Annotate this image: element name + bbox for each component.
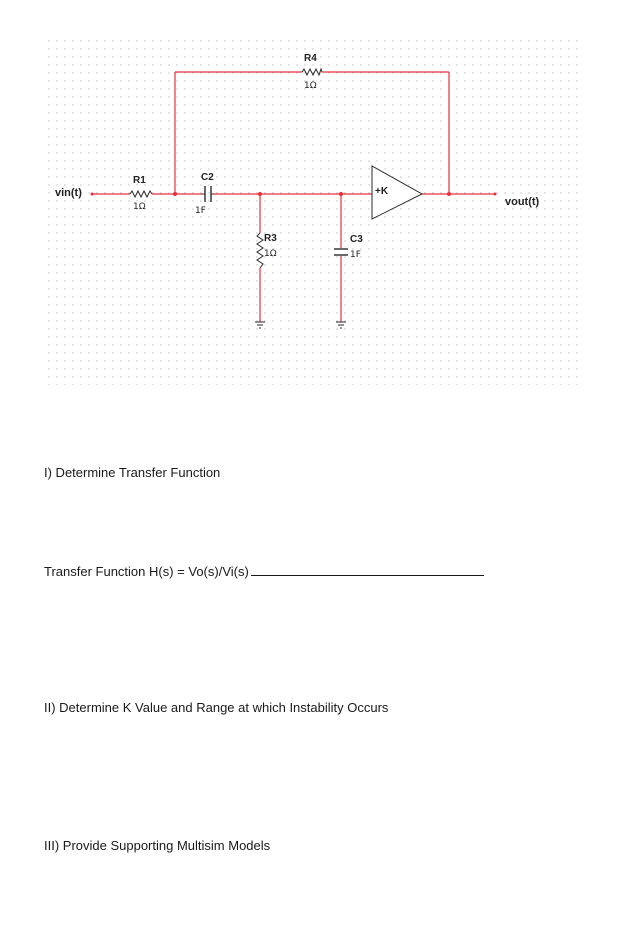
output-label: vout(t) [505,196,540,208]
question-4: III) Provide Supporting Multisim Models [44,838,271,853]
circuit-schematic [0,0,629,400]
question-2: Transfer Function H(s) = Vo(s)/Vi(s) [44,564,249,579]
c3-name: C3 [350,234,363,245]
c2-name: C2 [201,172,214,183]
r3-name: R3 [264,233,277,244]
r1-value: 1Ω [133,202,146,212]
r3-value: 1Ω [264,249,277,259]
question-3: II) Determine K Value and Range at which Instability Occurs [44,700,389,715]
input-label: vin(t) [55,187,82,199]
c3-value: 1F [350,250,361,260]
r1-name: R1 [133,175,146,186]
question-1: I) Determine Transfer Function [44,465,221,480]
r4-name: R4 [304,53,317,64]
amp-label: +K [375,186,389,197]
question-2-line [44,564,484,579]
r4-value: 1Ω [304,81,317,91]
grid-background [44,40,582,385]
answer-blank [251,564,484,576]
c2-value: 1F [195,206,206,216]
